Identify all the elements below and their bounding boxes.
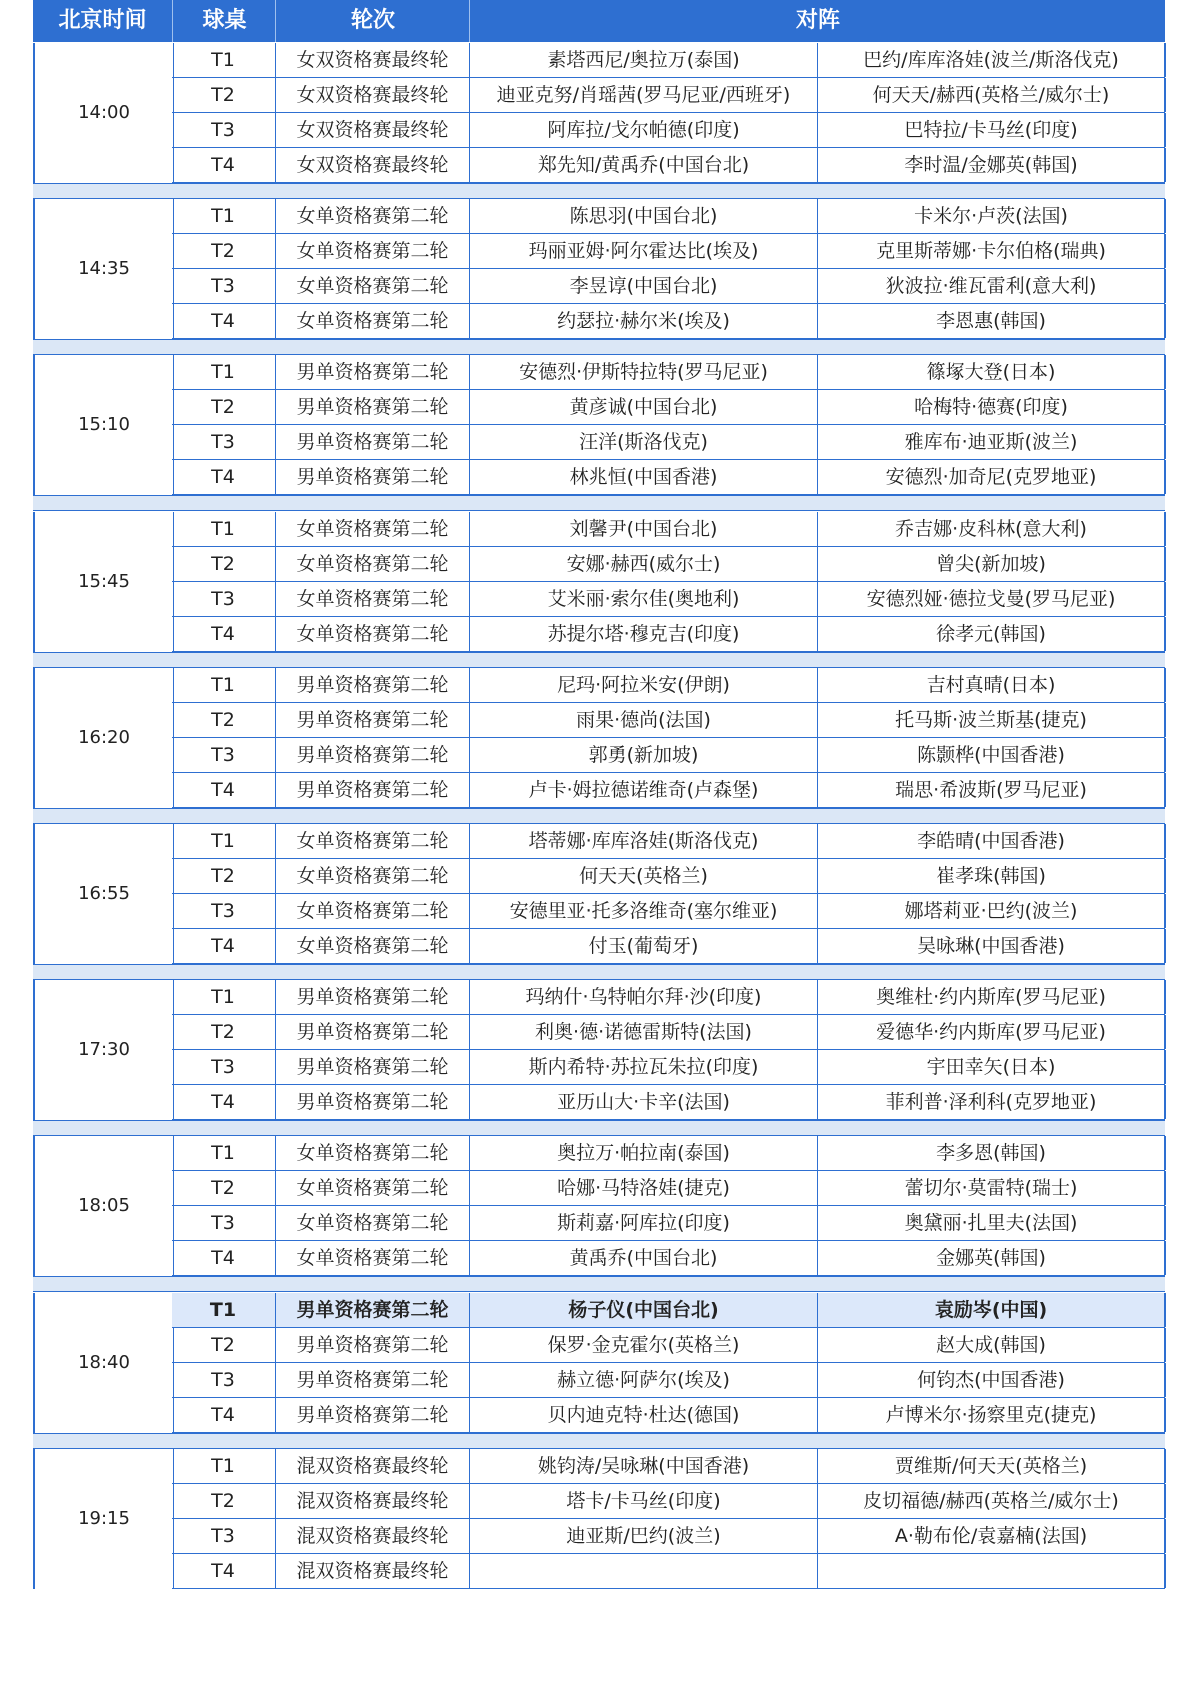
round-cell: 男单资格赛第二轮 xyxy=(275,980,469,1014)
table-number-cell: T4 xyxy=(211,1247,235,1270)
round-cell: 女单资格赛第二轮 xyxy=(275,859,469,893)
player-b-cell: 娜塔莉亚·巴约(波兰) xyxy=(817,894,1166,928)
round-cell: 男单资格赛第二轮 xyxy=(275,738,469,772)
player-a-cell: 玛丽亚姆·阿尔霍达比(埃及) xyxy=(469,234,817,268)
player-a-cell: 林兆恒(中国香港) xyxy=(469,460,817,494)
table-number-cell: T2 xyxy=(211,708,235,731)
player-a-cell: 安德烈·伊斯特拉特(罗马尼亚) xyxy=(469,355,817,389)
table-row xyxy=(172,512,1165,547)
player-a-cell: 亚历山大·卡辛(法国) xyxy=(469,1085,817,1119)
round-cell: 女单资格赛第二轮 xyxy=(275,234,469,268)
player-b-cell: 安德烈·加奇尼(克罗地亚) xyxy=(817,460,1166,494)
table-row xyxy=(172,617,1165,652)
player-a-cell: 斯内希特·苏拉瓦朱拉(印度) xyxy=(469,1050,817,1084)
player-a-cell: 安娜·赫西(威尔士) xyxy=(469,547,817,581)
table-number-cell: T3 xyxy=(211,900,235,922)
table-number-cell: T4 xyxy=(211,935,235,957)
time-group xyxy=(33,1136,1165,1288)
player-b-cell: 金娜英(韩国) xyxy=(817,1241,1166,1275)
table-row xyxy=(172,269,1165,304)
round-cell: 男单资格赛第二轮 xyxy=(275,460,469,494)
round-cell: 女单资格赛第二轮 xyxy=(275,1136,469,1170)
player-a-cell: 苏提尔塔·穆克吉(印度) xyxy=(469,617,817,651)
time-group xyxy=(33,980,1165,1132)
time-cell: 16:20 xyxy=(33,668,174,808)
round-cell: 女单资格赛第二轮 xyxy=(275,512,469,546)
table-number-cell: T1 xyxy=(209,1298,237,1321)
table-row xyxy=(172,1241,1165,1276)
time-cell: 16:55 xyxy=(33,824,174,964)
round-cell: 男单资格赛第二轮 xyxy=(275,1398,469,1432)
table-number-cell: T2 xyxy=(211,1021,235,1044)
table-number-cell: T3 xyxy=(211,119,235,141)
table-number-cell: T3 xyxy=(211,587,235,610)
table-number-cell: T1 xyxy=(211,673,235,696)
table-row xyxy=(172,738,1165,773)
round-cell: 女双资格赛最终轮 xyxy=(275,148,469,182)
round-cell: 女单资格赛第二轮 xyxy=(275,304,469,338)
time-cell: 18:05 xyxy=(33,1136,174,1276)
player-b-cell: 李恩惠(韩国) xyxy=(817,304,1166,338)
table-row xyxy=(172,582,1165,617)
round-cell: 女单资格赛第二轮 xyxy=(275,1241,469,1275)
round-cell: 混双资格赛最终轮 xyxy=(275,1449,469,1483)
player-a-cell: 卢卡·姆拉德诺维奇(卢森堡) xyxy=(469,773,817,807)
player-a-cell: 塔蒂娜·库库洛娃(斯洛伐克) xyxy=(469,824,817,858)
player-a-cell: 陈思羽(中国台北) xyxy=(469,199,817,233)
player-a-cell: 迪亚克努/肖瑶茜(罗马尼亚/西班牙) xyxy=(469,78,817,112)
player-a-cell: 刘馨尹(中国台北) xyxy=(469,512,817,546)
round-cell: 混双资格赛最终轮 xyxy=(275,1554,469,1588)
round-cell: 女双资格赛最终轮 xyxy=(275,113,469,147)
player-b-cell: 克里斯蒂娜·卡尔伯格(瑞典) xyxy=(817,234,1166,268)
time-group xyxy=(33,199,1165,351)
player-a-cell: 素塔西尼/奥拉万(泰国) xyxy=(469,43,817,77)
table-number-cell: T4 xyxy=(211,310,235,333)
table-number-cell: T3 xyxy=(211,1212,235,1235)
time-cell: 14:35 xyxy=(33,199,174,339)
table-header xyxy=(33,0,1165,42)
player-b-cell: 皮切福德/赫西(英格兰/威尔士) xyxy=(817,1484,1166,1518)
table-row xyxy=(172,1136,1165,1171)
round-cell: 女双资格赛最终轮 xyxy=(275,43,469,77)
table-row xyxy=(172,894,1165,929)
player-a-cell xyxy=(469,1554,817,1588)
player-b-cell: 袁励岑(中国) xyxy=(817,1293,1166,1327)
table-row xyxy=(172,1015,1165,1050)
round-cell: 女单资格赛第二轮 xyxy=(275,894,469,928)
table-number-cell: T3 xyxy=(211,1056,235,1079)
table-row xyxy=(172,425,1165,460)
table-row xyxy=(172,929,1165,964)
round-cell: 男单资格赛第二轮 xyxy=(275,773,469,807)
player-b-cell: 乔吉娜·皮科林(意大利) xyxy=(817,512,1166,546)
player-a-cell: 保罗·金克霍尔(英格兰) xyxy=(469,1328,817,1362)
player-a-cell: 姚钧涛/吴咏琳(中国香港) xyxy=(469,1449,817,1483)
round-cell: 女单资格赛第二轮 xyxy=(275,582,469,616)
player-b-cell: 李时温/金娜英(韩国) xyxy=(817,148,1166,182)
player-a-cell: 何天天(英格兰) xyxy=(469,859,817,893)
table-row xyxy=(172,1363,1165,1398)
player-a-cell: 奥拉万·帕拉南(泰国) xyxy=(469,1136,817,1170)
player-a-cell: 艾米丽·索尔佳(奥地利) xyxy=(469,582,817,616)
table-number-cell: T3 xyxy=(211,1368,235,1391)
player-b-cell: 奥黛丽·扎里夫(法国) xyxy=(817,1206,1166,1240)
round-cell: 女单资格赛第二轮 xyxy=(275,1171,469,1205)
player-b-cell: 奥维杜·约内斯库(罗马尼亚) xyxy=(817,980,1166,1014)
table-number-cell: T4 xyxy=(211,154,235,176)
player-b-cell: 狄波拉·维瓦雷利(意大利) xyxy=(817,269,1166,303)
player-b-cell: 卡米尔·卢茨(法国) xyxy=(817,199,1166,233)
time-cell: 17:30 xyxy=(33,980,174,1120)
header-round: 轮次 xyxy=(275,0,470,42)
table-row xyxy=(172,824,1165,859)
table-number-cell: T3 xyxy=(211,743,235,766)
player-b-cell: 贾维斯/何天天(英格兰) xyxy=(817,1449,1166,1483)
table-number-cell: T1 xyxy=(211,49,235,71)
table-number-cell: T1 xyxy=(211,830,235,852)
round-cell: 女单资格赛第二轮 xyxy=(275,1206,469,1240)
player-b-cell: 瑞思·希波斯(罗马尼亚) xyxy=(817,773,1166,807)
table-row xyxy=(172,1328,1165,1363)
player-a-cell: 安德里亚·托多洛维奇(塞尔维亚) xyxy=(469,894,817,928)
player-a-cell: 玛纳什·乌特帕尔拜·沙(印度) xyxy=(469,980,817,1014)
round-cell: 男单资格赛第二轮 xyxy=(275,355,469,389)
round-cell: 男单资格赛第二轮 xyxy=(275,1363,469,1397)
group-separator xyxy=(33,1276,1165,1292)
table-number-cell: T2 xyxy=(211,552,235,575)
time-cell: 14:00 xyxy=(33,43,174,183)
round-cell: 女单资格赛第二轮 xyxy=(275,269,469,303)
time-group xyxy=(33,668,1165,820)
table-number-cell: T2 xyxy=(211,1489,235,1512)
table-row xyxy=(172,460,1165,495)
time-cell: 15:45 xyxy=(33,512,174,652)
group-separator xyxy=(33,808,1165,824)
round-cell: 男单资格赛第二轮 xyxy=(275,425,469,459)
table-number-cell: T4 xyxy=(211,1559,235,1582)
table-row xyxy=(172,355,1165,390)
player-b-cell: 吴咏琳(中国香港) xyxy=(817,929,1166,963)
player-a-cell: 杨子仪(中国台北) xyxy=(469,1293,817,1327)
player-b-cell: 吉村真晴(日本) xyxy=(817,668,1166,702)
table-row xyxy=(172,980,1165,1015)
player-a-cell: 黄禹乔(中国台北) xyxy=(469,1241,817,1275)
player-b-cell: 李多恩(韩国) xyxy=(817,1136,1166,1170)
player-a-cell: 阿库拉/戈尔帕德(印度) xyxy=(469,113,817,147)
table-row xyxy=(172,1398,1165,1433)
round-cell: 男单资格赛第二轮 xyxy=(275,1293,469,1327)
player-b-cell: 蕾切尔·莫雷特(瑞士) xyxy=(817,1171,1166,1205)
player-a-cell: 约瑟拉·赫尔米(埃及) xyxy=(469,304,817,338)
player-b-cell: 哈梅特·德赛(印度) xyxy=(817,390,1166,424)
player-b-cell: 陈颢桦(中国香港) xyxy=(817,738,1166,772)
table-row xyxy=(172,199,1165,234)
group-separator xyxy=(33,1120,1165,1136)
table-number-cell: T1 xyxy=(211,986,235,1009)
player-a-cell: 付玉(葡萄牙) xyxy=(469,929,817,963)
time-cell: 15:10 xyxy=(33,355,174,495)
table-number-cell: T1 xyxy=(211,1454,235,1477)
player-a-cell: 塔卡/卡马丝(印度) xyxy=(469,1484,817,1518)
group-separator xyxy=(33,183,1165,199)
player-b-cell: 崔孝珠(韩国) xyxy=(817,859,1166,893)
player-b-cell: 徐孝元(韩国) xyxy=(817,617,1166,651)
player-b-cell: 何天天/赫西(英格兰/威尔士) xyxy=(817,78,1166,112)
table-number-cell: T2 xyxy=(211,1333,235,1356)
round-cell: 男单资格赛第二轮 xyxy=(275,1015,469,1049)
table-number-cell: T4 xyxy=(211,1403,235,1426)
player-b-cell: 巴约/库库洛娃(波兰/斯洛伐克) xyxy=(817,43,1166,77)
round-cell: 男单资格赛第二轮 xyxy=(275,1328,469,1362)
player-a-cell: 利奥·德·诺德雷斯特(法国) xyxy=(469,1015,817,1049)
table-row xyxy=(172,304,1165,339)
time-group xyxy=(33,512,1165,664)
table-number-cell: T2 xyxy=(211,865,235,887)
time-cell: 19:15 xyxy=(33,1449,174,1589)
time-group xyxy=(33,1449,1165,1601)
player-a-cell: 郭勇(新加坡) xyxy=(469,738,817,772)
time-cell: 18:40 xyxy=(33,1293,174,1433)
header-table: 球桌 xyxy=(172,0,276,42)
table-number-cell: T1 xyxy=(211,1142,235,1165)
round-cell: 混双资格赛最终轮 xyxy=(275,1519,469,1553)
player-a-cell: 斯莉嘉·阿库拉(印度) xyxy=(469,1206,817,1240)
player-b-cell: 宇田幸矢(日本) xyxy=(817,1050,1166,1084)
player-a-cell: 雨果·德尚(法国) xyxy=(469,703,817,737)
table-row xyxy=(172,1519,1165,1554)
table-number-cell: T2 xyxy=(211,240,235,263)
table-number-cell: T1 xyxy=(211,517,235,540)
player-b-cell: 曾尖(新加坡) xyxy=(817,547,1166,581)
table-row xyxy=(172,1171,1165,1206)
time-group xyxy=(33,824,1165,976)
player-b-cell: 菲利普·泽利科(克罗地亚) xyxy=(817,1085,1166,1119)
table-number-cell: T4 xyxy=(211,622,235,645)
schedule-table xyxy=(33,0,1165,1707)
round-cell: 男单资格赛第二轮 xyxy=(275,1085,469,1119)
player-b-cell: 卢博米尔·扬察里克(捷克) xyxy=(817,1398,1166,1432)
table-row xyxy=(172,1484,1165,1519)
player-a-cell: 哈娜·马特洛娃(捷克) xyxy=(469,1171,817,1205)
table-number-cell: T1 xyxy=(211,361,235,384)
player-b-cell: A·勒布伦/袁嘉楠(法国) xyxy=(817,1519,1166,1553)
round-cell: 男单资格赛第二轮 xyxy=(275,703,469,737)
player-b-cell: 篠塚大登(日本) xyxy=(817,355,1166,389)
table-number-cell: T2 xyxy=(211,396,235,419)
player-b-cell: 赵大成(韩国) xyxy=(817,1328,1166,1362)
table-number-cell: T3 xyxy=(211,1524,235,1547)
player-b-cell: 雅库布·迪亚斯(波兰) xyxy=(817,425,1166,459)
player-b-cell: 何钧杰(中国香港) xyxy=(817,1363,1166,1397)
table-row xyxy=(172,113,1165,148)
player-a-cell: 尼玛·阿拉米安(伊朗) xyxy=(469,668,817,702)
player-a-cell: 贝内迪克特·杜达(德国) xyxy=(469,1398,817,1432)
table-number-cell: T4 xyxy=(211,466,235,489)
player-a-cell: 李昱谆(中国台北) xyxy=(469,269,817,303)
table-row xyxy=(172,390,1165,425)
group-separator xyxy=(33,652,1165,668)
table-row xyxy=(172,1050,1165,1085)
player-b-cell: 托马斯·波兰斯基(捷克) xyxy=(817,703,1166,737)
player-b-cell: 巴特拉/卡马丝(印度) xyxy=(817,113,1166,147)
header-match: 对阵 xyxy=(469,0,1166,42)
time-group xyxy=(33,1293,1165,1445)
round-cell: 女单资格赛第二轮 xyxy=(275,199,469,233)
table-row xyxy=(172,668,1165,703)
time-group xyxy=(33,355,1165,507)
player-a-cell: 赫立德·阿萨尔(埃及) xyxy=(469,1363,817,1397)
table-row xyxy=(172,1449,1165,1484)
round-cell: 男单资格赛第二轮 xyxy=(275,390,469,424)
player-b-cell xyxy=(817,1554,1166,1588)
player-b-cell: 爱德华·约内斯库(罗马尼亚) xyxy=(817,1015,1166,1049)
round-cell: 女单资格赛第二轮 xyxy=(275,547,469,581)
table-row xyxy=(172,43,1165,78)
header-time: 北京时间 xyxy=(58,8,147,33)
group-separator xyxy=(33,339,1165,355)
table-row xyxy=(172,1293,1165,1328)
table-number-cell: T3 xyxy=(211,275,235,298)
round-cell: 女单资格赛第二轮 xyxy=(275,929,469,963)
table-row xyxy=(172,1206,1165,1241)
table-row xyxy=(172,1554,1165,1589)
player-a-cell: 郑先知/黄禹乔(中国台北) xyxy=(469,148,817,182)
player-b-cell: 安德烈娅·德拉戈曼(罗马尼亚) xyxy=(817,582,1166,616)
round-cell: 女双资格赛最终轮 xyxy=(275,78,469,112)
player-a-cell: 黄彦诚(中国台北) xyxy=(469,390,817,424)
table-number-cell: T4 xyxy=(211,778,235,801)
group-separator xyxy=(33,1433,1165,1449)
player-a-cell: 迪亚斯/巴约(波兰) xyxy=(469,1519,817,1553)
table-number-cell: T3 xyxy=(211,431,235,454)
player-b-cell: 李皓晴(中国香港) xyxy=(817,824,1166,858)
table-row xyxy=(172,1085,1165,1120)
round-cell: 男单资格赛第二轮 xyxy=(275,668,469,702)
table-row xyxy=(172,78,1165,113)
group-separator xyxy=(33,964,1165,980)
round-cell: 男单资格赛第二轮 xyxy=(275,1050,469,1084)
table-row xyxy=(172,703,1165,738)
table-number-cell: T2 xyxy=(211,1177,235,1200)
time-group xyxy=(33,43,1165,195)
player-a-cell: 汪洋(斯洛伐克) xyxy=(469,425,817,459)
table-row xyxy=(172,773,1165,808)
round-cell: 女单资格赛第二轮 xyxy=(275,617,469,651)
table-number-cell: T2 xyxy=(211,84,235,106)
table-row xyxy=(172,547,1165,582)
table-row xyxy=(172,859,1165,894)
table-row xyxy=(172,234,1165,269)
table-number-cell: T4 xyxy=(211,1091,235,1114)
group-separator xyxy=(33,495,1165,511)
round-cell: 混双资格赛最终轮 xyxy=(275,1484,469,1518)
table-number-cell: T1 xyxy=(211,205,235,228)
table-row xyxy=(172,148,1165,183)
round-cell: 女单资格赛第二轮 xyxy=(275,824,469,858)
